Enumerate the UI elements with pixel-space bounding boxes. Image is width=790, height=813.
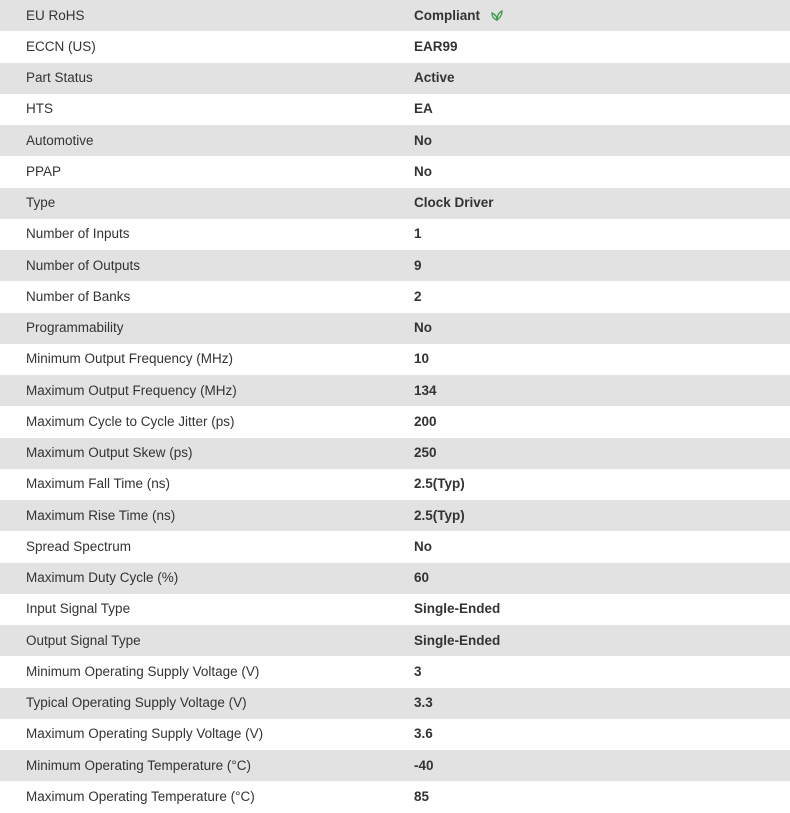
table-row <box>0 375 790 406</box>
spec-label: Maximum Operating Supply Voltage (V) <box>26 726 264 742</box>
table-row <box>0 406 790 437</box>
spec-label: Maximum Output Frequency (MHz) <box>26 382 237 398</box>
table-row <box>0 250 790 281</box>
table-row <box>0 781 790 812</box>
spec-label: PPAP <box>26 163 62 179</box>
spec-label: Minimum Operating Temperature (°C) <box>26 757 251 773</box>
spec-label: Automotive <box>26 132 94 148</box>
spec-label: Minimum Operating Supply Voltage (V) <box>26 663 260 679</box>
table-row <box>0 625 790 656</box>
table-row <box>0 656 790 687</box>
spec-value: 200 <box>414 413 437 429</box>
spec-value: Single-Ended <box>414 632 501 648</box>
spec-label: Input Signal Type <box>26 601 131 617</box>
spec-label: Maximum Rise Time (ns) <box>26 507 176 523</box>
spec-value: 2 <box>414 288 422 304</box>
spec-value: 134 <box>414 382 437 398</box>
spec-label: Number of Outputs <box>26 257 141 273</box>
spec-label: Maximum Fall Time (ns) <box>26 476 171 492</box>
spec-value: No <box>414 132 432 148</box>
table-row <box>0 438 790 469</box>
spec-value: EAR99 <box>414 38 458 54</box>
table-row <box>0 531 790 562</box>
spec-value: Single-Ended <box>414 601 501 617</box>
spec-label: Output Signal Type <box>26 632 141 648</box>
spec-value: 2.5(Typ) <box>414 476 465 492</box>
spec-value: Compliant <box>414 7 480 23</box>
table-row <box>0 156 790 187</box>
spec-label: Typical Operating Supply Voltage (V) <box>26 695 247 711</box>
spec-value: 3.3 <box>414 695 433 711</box>
table-row <box>0 469 790 500</box>
table-row <box>0 281 790 312</box>
spec-label: Maximum Cycle to Cycle Jitter (ps) <box>26 413 235 429</box>
table-row <box>0 63 790 94</box>
spec-value: 1 <box>414 226 422 242</box>
spec-value: EA <box>414 101 433 117</box>
spec-label: ECCN (US) <box>26 38 96 54</box>
spec-value: No <box>414 163 432 179</box>
spec-label: Programmability <box>26 320 124 336</box>
spec-label: Spread Spectrum <box>26 538 132 554</box>
spec-value: 3.6 <box>414 726 433 742</box>
spec-value: Clock Driver <box>414 195 494 211</box>
spec-label: Maximum Operating Temperature (°C) <box>26 788 255 804</box>
table-row <box>0 94 790 125</box>
spec-value: 60 <box>414 570 430 586</box>
table-row <box>0 719 790 750</box>
spec-label: Part Status <box>26 70 93 86</box>
spec-value: 250 <box>414 445 437 461</box>
spec-label: EU RoHS <box>26 7 85 23</box>
table-row <box>0 594 790 625</box>
spec-value: 10 <box>414 351 430 367</box>
spec-label: Maximum Duty Cycle (%) <box>26 570 179 586</box>
table-row <box>0 344 790 375</box>
spec-value: Active <box>414 70 455 86</box>
spec-label: HTS <box>26 101 53 117</box>
table-row <box>0 219 790 250</box>
table-row <box>0 31 790 62</box>
table-row <box>0 0 790 31</box>
spec-value: No <box>414 320 432 336</box>
spec-value: No <box>414 538 432 554</box>
table-row <box>0 313 790 344</box>
table-row <box>0 563 790 594</box>
spec-label: Minimum Output Frequency (MHz) <box>26 351 234 367</box>
table-row <box>0 750 790 781</box>
spec-label: Number of Banks <box>26 288 131 304</box>
table-row <box>0 188 790 219</box>
spec-value: 3 <box>414 663 422 679</box>
spec-label: Number of Inputs <box>26 226 130 242</box>
table-row <box>0 125 790 156</box>
spec-value-cell <box>414 0 790 31</box>
spec-value: 9 <box>414 257 422 273</box>
spec-value: 85 <box>414 788 430 804</box>
spec-value: -40 <box>414 757 434 773</box>
spec-label: Type <box>26 195 56 211</box>
spec-label: Maximum Output Skew (ps) <box>26 445 193 461</box>
leaf-icon <box>490 9 504 21</box>
table-row <box>0 500 790 531</box>
spec-value: 2.5(Typ) <box>414 507 465 523</box>
table-row <box>0 688 790 719</box>
